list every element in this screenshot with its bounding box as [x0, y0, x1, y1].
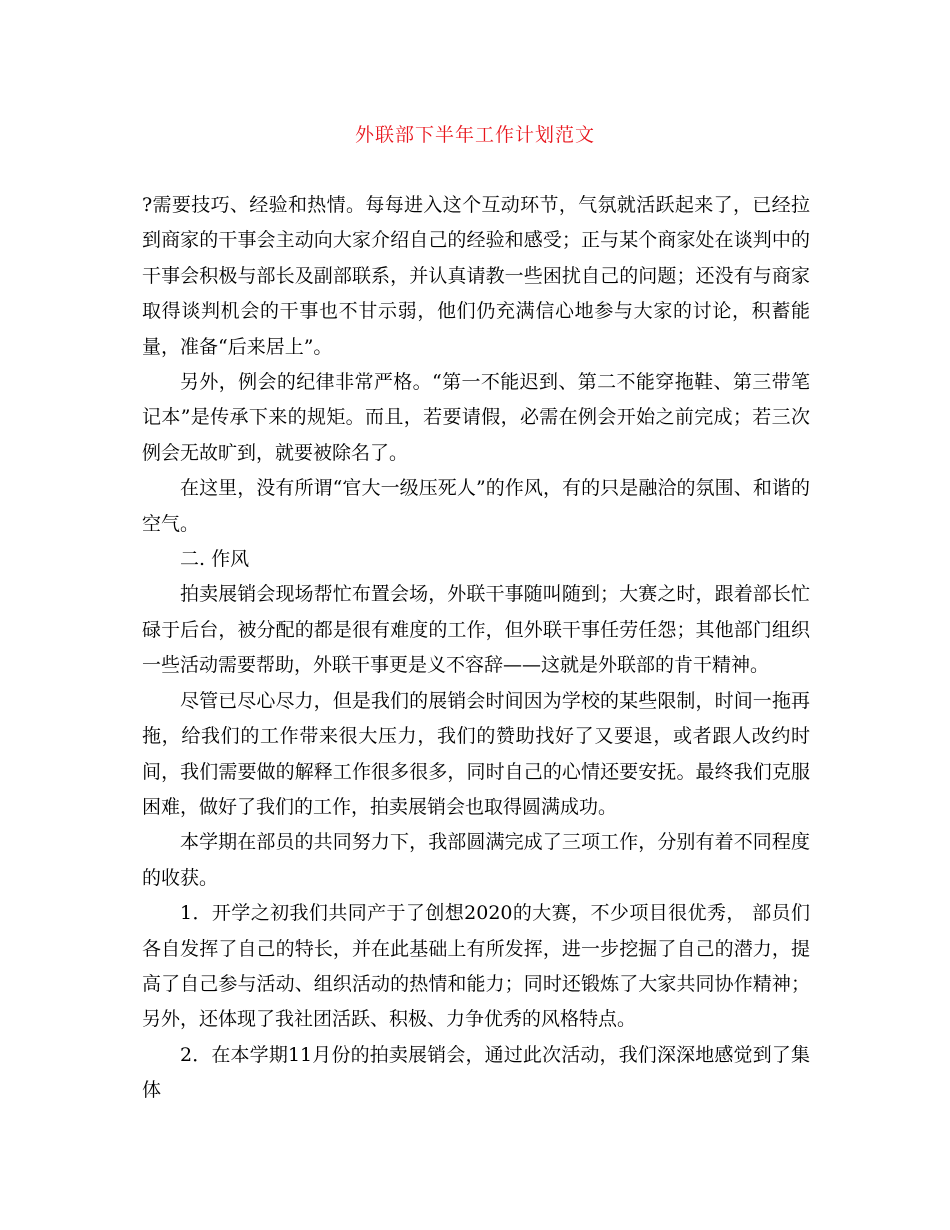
paragraph-6: 本学期在部员的共同努力下，我部圆满完成了三项工作，分别有着不同程度的收获。 — [142, 831, 810, 889]
document-title: 外联部下半年工作计划范文 — [354, 124, 595, 146]
paragraph-4: 拍卖展销会现场帮忙布置会场，外联干事随叫随到；大赛之时，跟着部长忙碌于后台，被分配的都是很有难度的工作，但外联干事任劳任怨；其他部门组织一些活动需要帮助，外联干事更是义不容辞——这就是外联部的肯干精神。 — [142, 583, 810, 677]
document-body — [142, 188, 810, 1109]
paragraph-2: 另外，例会的纪律非常严格。“第一不能迟到、第二不能穿拖鞋、第三带笔记本”是传承下来的规矩。而且，若要请假，必需在例会开始之前完成；若三次例会无故旷到，就要被除名了。 — [142, 371, 810, 464]
paragraph-1: ?需要技巧、经验和热情。每每进入这个互动环节，气氛就活跃起来了，已经拉到商家的干事会主动向大家介绍自己的经验和感受；正与某个商家处在谈判中的干事会积极与部长及副部联系，并认真请教一些困扰自己的问题；还没有与商家取得谈判机会的干事也不甘示弱，他们仍充满信心地参与大家的讨论，积蓄能量，准备“后来居上”。 — [142, 194, 810, 358]
paragraph-3: 在这里，没有所谓“官大一级压死人”的作风，有的只是融洽的氛围、和谐的空气。 — [142, 477, 810, 535]
paragraph-5: 尽管已尽心尽力，但是我们的展销会时间因为学校的某些限制，时间一拖再拖，给我们的工作带来很大压力，我们的赞助找好了又要退，或者跟人改约时间，我们需要做的解释工作很多很多，同时自己的心情还要安抚。最终我们克服困难，做好了我们的工作，拍卖展销会也取得圆满成功。 — [142, 689, 810, 818]
section-heading: 二. 作风 — [180, 548, 250, 571]
list-item-2: 2．在本学期11月份的拍卖展销会，通过此次活动，我们深深地感觉到了集体 — [142, 1043, 810, 1102]
list-item-1: 1．开学之初我们共同产于了创想2020的大赛，不少项目很优秀， 部员们各自发挥了自己的特长，并在此基础上有所发挥，进一步挖掘了自己的潜力，提高了自己参与活动、组织活动的热情和能力；同时还锻炼了大家共同协作精神；另外，还体现了我社团活跃、积极、力争优秀的风格特点。 — [142, 902, 810, 1031]
